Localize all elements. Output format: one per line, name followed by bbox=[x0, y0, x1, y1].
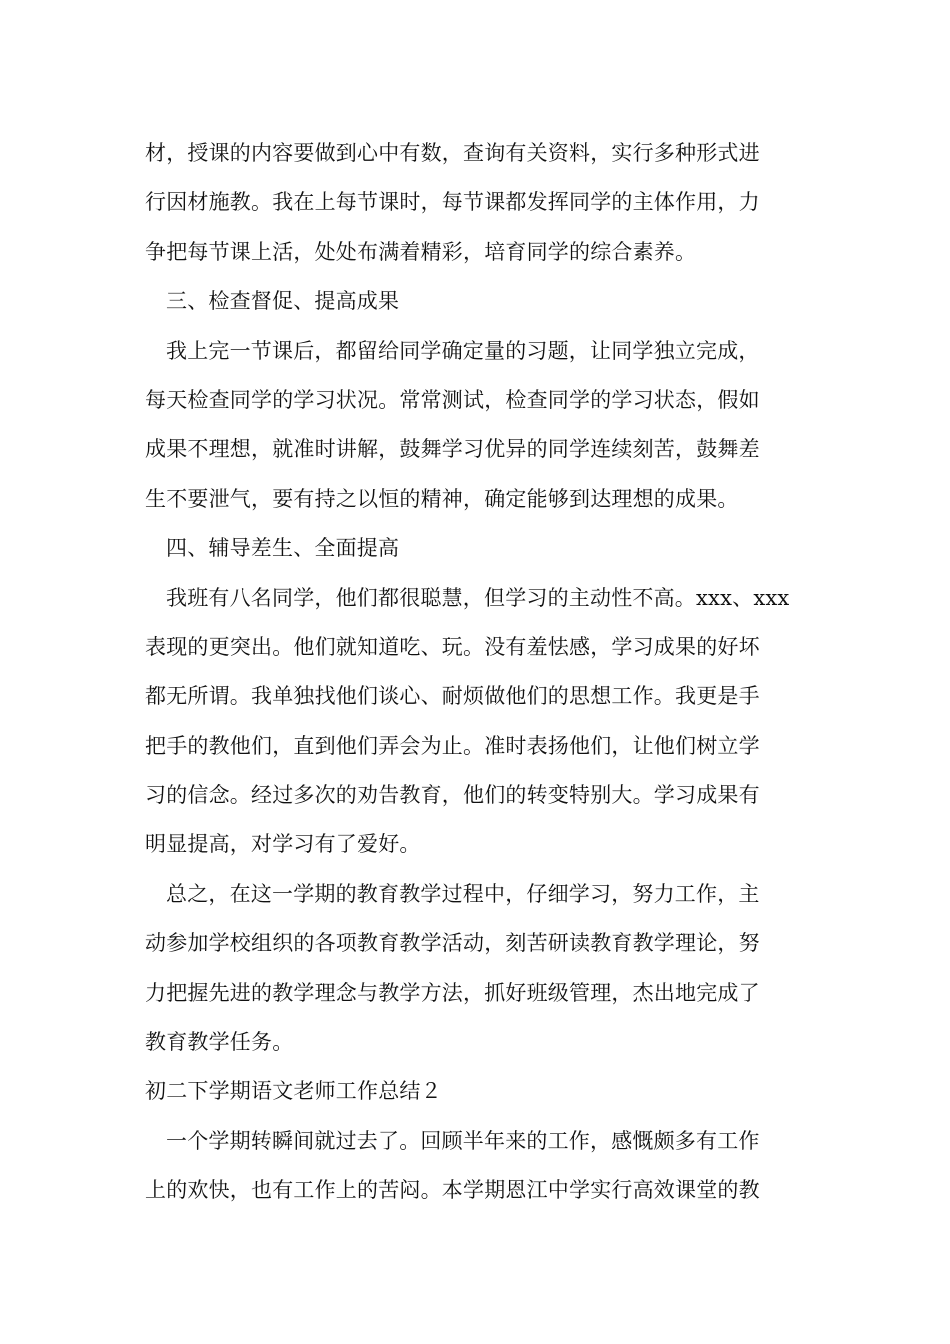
text-line: 材，授课的内容要做到心中有数，查询有关资料，实行多种形式进 bbox=[145, 141, 760, 165]
text-line: 上的欢快，也有工作上的苦闷。本学期恩江中学实行高效课堂的教 bbox=[145, 1178, 760, 1203]
text-line: 教育教学任务。 bbox=[145, 1030, 294, 1055]
text-line: 三、检查督促、提高成果 bbox=[166, 289, 400, 314]
document-body bbox=[145, 129, 810, 1216]
text-line: 习的信念。经过多次的劝告教育，他们的转变特别大。学习成果有 bbox=[145, 783, 760, 808]
text-line: 生不要泄气，要有持之以恒的精神，确定能够到达理想的成果。 bbox=[145, 486, 739, 511]
text-line: 初二下学期语文老师工作总结２ bbox=[145, 1079, 442, 1104]
text-line: 成果不理想，就准时讲解，鼓舞学习优异的同学连续刻苦，鼓舞差 bbox=[145, 437, 760, 462]
text-line: 力把握先进的教学理念与教学方法，抓好班级管理，杰出地完成了 bbox=[145, 980, 760, 1005]
text-line: 明显提高，对学习有了爱好。 bbox=[145, 832, 421, 857]
text-line: 我班有八名同学，他们都很聪慧，但学习的主动性不高。xxx、xxx bbox=[166, 585, 790, 610]
text-line: 表现的更突出。他们就知道吃、玩。没有羞怯感，学习成果的好坏 bbox=[145, 634, 760, 659]
text-line: 把手的教他们，直到他们弄会为止。准时表扬他们，让他们树立学 bbox=[145, 733, 760, 758]
text-line: 四、辅导差生、全面提高 bbox=[166, 536, 400, 561]
text-line: 动参加学校组织的各项教育教学活动，刻苦研读教育教学理论，努 bbox=[145, 931, 760, 956]
text-line: 我上完一节课后，都留给同学确定量的习题，让同学独立完成， bbox=[166, 338, 760, 363]
text-line: 总之，在这一学期的教育教学过程中，仔细学习，努力工作，主 bbox=[166, 881, 760, 906]
text-line: 每天检查同学的学习状况。常常测试，检查同学的学习状态，假如 bbox=[145, 387, 760, 412]
text-line: 都无所谓。我单独找他们谈心、耐烦做他们的思想工作。我更是手 bbox=[145, 684, 760, 709]
text-line: 一个学期转瞬间就过去了。回顾半年来的工作，感慨颇多有工作 bbox=[166, 1128, 760, 1153]
text-line: 争把每节课上活，处处布满着精彩，培育同学的综合素养。 bbox=[145, 239, 697, 264]
text-line: 行因材施教。我在上每节课时，每节课都发挥同学的主体作用，力 bbox=[145, 190, 760, 215]
